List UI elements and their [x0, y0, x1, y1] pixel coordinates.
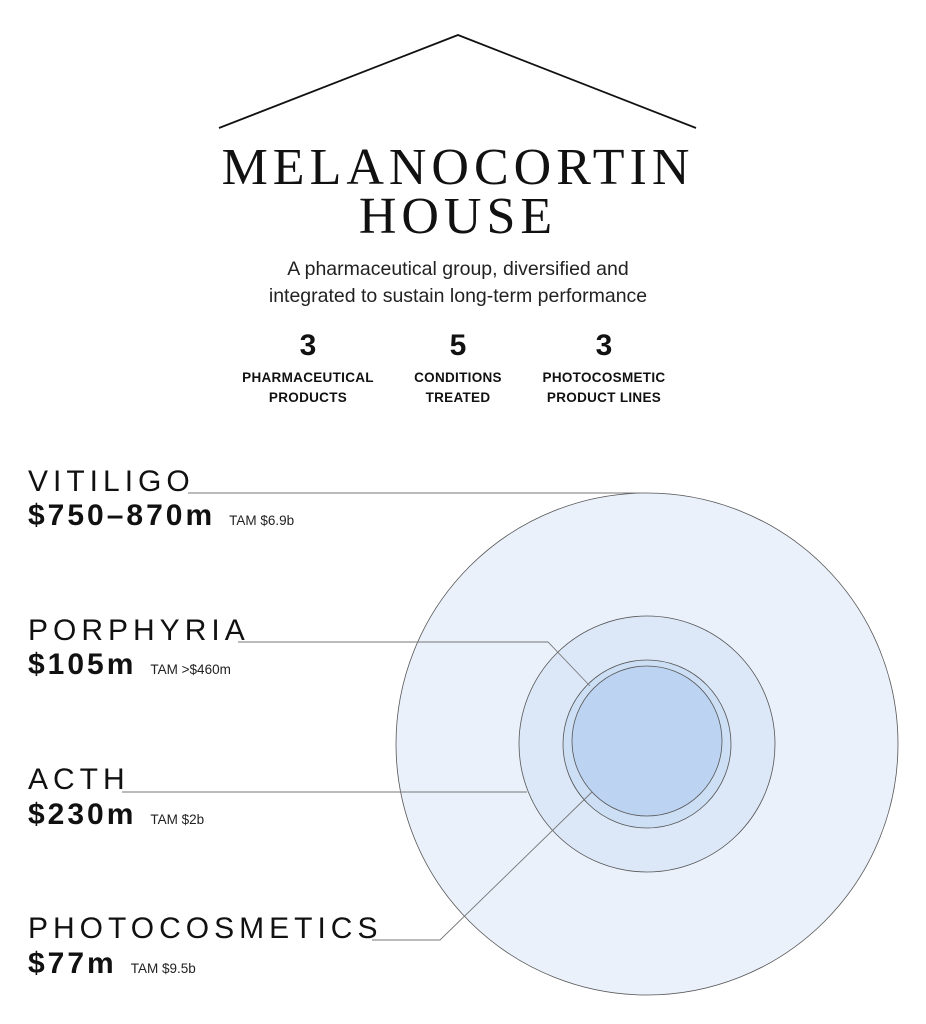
stat-label-line-1: PHOTOCOSMETIC — [542, 370, 666, 385]
segment-amount: $77m — [28, 947, 117, 980]
stat-label-line-1: CONDITIONS — [414, 370, 502, 385]
segment-amount: $105m — [28, 648, 137, 681]
title-line-1: MELANOCORTIN — [221, 139, 695, 196]
subtitle-line-2: integrated to sustain long-term performance — [268, 285, 648, 307]
roof-line — [219, 35, 696, 128]
segment-tam: TAM $6.9b — [229, 513, 295, 528]
stat-label-line-2: TREATED — [425, 390, 491, 405]
segment-amount: $230m — [28, 798, 137, 831]
stat-label-line-2: PRODUCTS — [268, 390, 348, 405]
segment-value-acth — [28, 799, 204, 831]
segment-name-vitiligo: VITILIGO — [28, 465, 195, 498]
stat-number: 3 — [299, 329, 317, 362]
segment-name-photocosmetics: PHOTOCOSMETICS — [28, 912, 383, 945]
segment-tam: TAM $2b — [150, 812, 205, 827]
stat-number: 3 — [595, 329, 613, 362]
segment-tam: TAM $9.5b — [130, 961, 196, 976]
stat-label-line-2: PRODUCT LINES — [546, 390, 662, 405]
segment-name-porphyria: PORPHYRIA — [28, 614, 250, 647]
photocosmetics-circle — [572, 666, 722, 816]
stat-number: 5 — [449, 329, 467, 362]
segment-amount: $750–870m — [28, 499, 216, 532]
subtitle-line-1: A pharmaceutical group, diversified and — [287, 258, 629, 280]
segment-value-porphyria — [28, 649, 231, 681]
stat-pharmaceutical-products — [223, 330, 393, 408]
segment-tam: TAM >$460m — [150, 662, 231, 677]
stat-photocosmetic-product-lines — [519, 330, 689, 408]
stat-conditions-treated — [373, 330, 543, 408]
stat-label-line-1: PHARMACEUTICAL — [242, 370, 374, 385]
title-line-2: HOUSE — [358, 188, 558, 245]
segment-value-photocosmetics — [28, 948, 196, 980]
segment-value-vitiligo — [28, 500, 294, 532]
segment-name-acth: ACTH — [28, 763, 130, 796]
